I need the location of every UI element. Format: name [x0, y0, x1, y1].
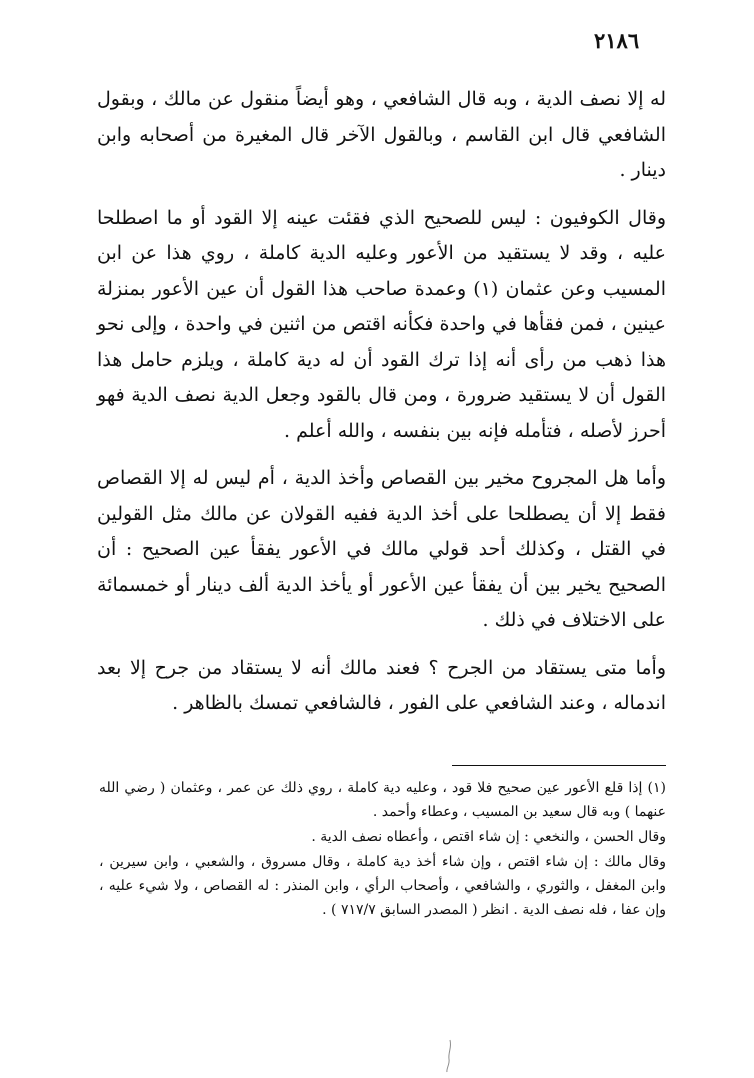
footnote-1: (١) إذا قلع الأعور عين صحيح فلا قود ، وعليه دية كاملة ، روي ذلك عن عمر ، وعثمان ( رضي الله عنهما ) وبه قال سعيد بن المسيب ، وعطاء وأحمد . — [99, 780, 666, 820]
paragraph-2: وقال الكوفيون : ليس للصحيح الذي فقئت عينه إلا القود أو ما اصطلحا عليه ، وقد لا يستقيد من الأعور وعليه الدية كاملة ، روي هذا عن ابن المسيب وعن عثمان (١) وعمدة صاحب هذا القول أن عين الأعور بمنزلة عينين ، فمن فقأها في واحدة فكأنه اقتص من اثنين في واحدة ، وإلى نحو هذا ذهب من رأى أنه إذا ترك القود أن له دية كاملة ، ويلزم حامل هذا القول أن لا يستقيد ضرورة ، ومن قال بالقود وجعل الدية نصف الدية فهو أحرز لأصله ، فتأمله فإنه بين بنفسه ، والله أعلم . — [97, 206, 666, 442]
main-text — [97, 82, 666, 722]
paragraph-3: وأما هل المجروح مخير بين القصاص وأخذ الدية ، أم ليس له إلا القصاص فقط إلا أن يصطلحا على أخذ الدية ففيه القولان عن مالك مثل القولين في القتل ، وكذلك أحد قولي مالك في الأعور يفقأ عين الصحيح : أن الصحيح يخير بين أن يفقأ عين الأعور أو يأخذ الدية ألف دينار أو خمسمائة على الاختلاف في ذلك . — [97, 467, 666, 631]
footnotes — [99, 776, 666, 922]
footnote-3: وقال مالك : إن شاء اقتص ، وإن شاء أخذ دية كاملة ، وقال مسروق ، والشعبي ، وابن سيرين ، وابن المغفل ، والثوري ، والشافعي ، وأصحاب الرأي ، وابن المنذر : له القصاص ، ولا شيء عليه ، وإن عفا ، فله نصف الدية . انظر ( المصدر السابق ٧١٧/٧ ) . — [99, 854, 666, 918]
footnote-divider — [452, 765, 666, 766]
paragraph-4: وأما متى يستقاد من الجرح ؟ فعند مالك أنه لا يستقاد من جرح إلا بعد اندماله ، وعند الشافعي على الفور ، فالشافعي تمسك بالظاهر . — [97, 656, 666, 714]
footnote-2: وقال الحسن ، والنخعي : إن شاء اقتص ، وأعطاه نصف الدية . — [311, 829, 666, 845]
paragraph-1: له إلا نصف الدية ، وبه قال الشافعي ، وهو أيضاً منقول عن مالك ، وبقول الشافعي قال ابن القاسم ، وبالقول الآخر قال المغيرة من أصحابه وابن دينار . — [97, 88, 666, 181]
pencil-mark-icon — [440, 1038, 458, 1074]
page-number: ٢١٨٦ — [594, 28, 640, 53]
